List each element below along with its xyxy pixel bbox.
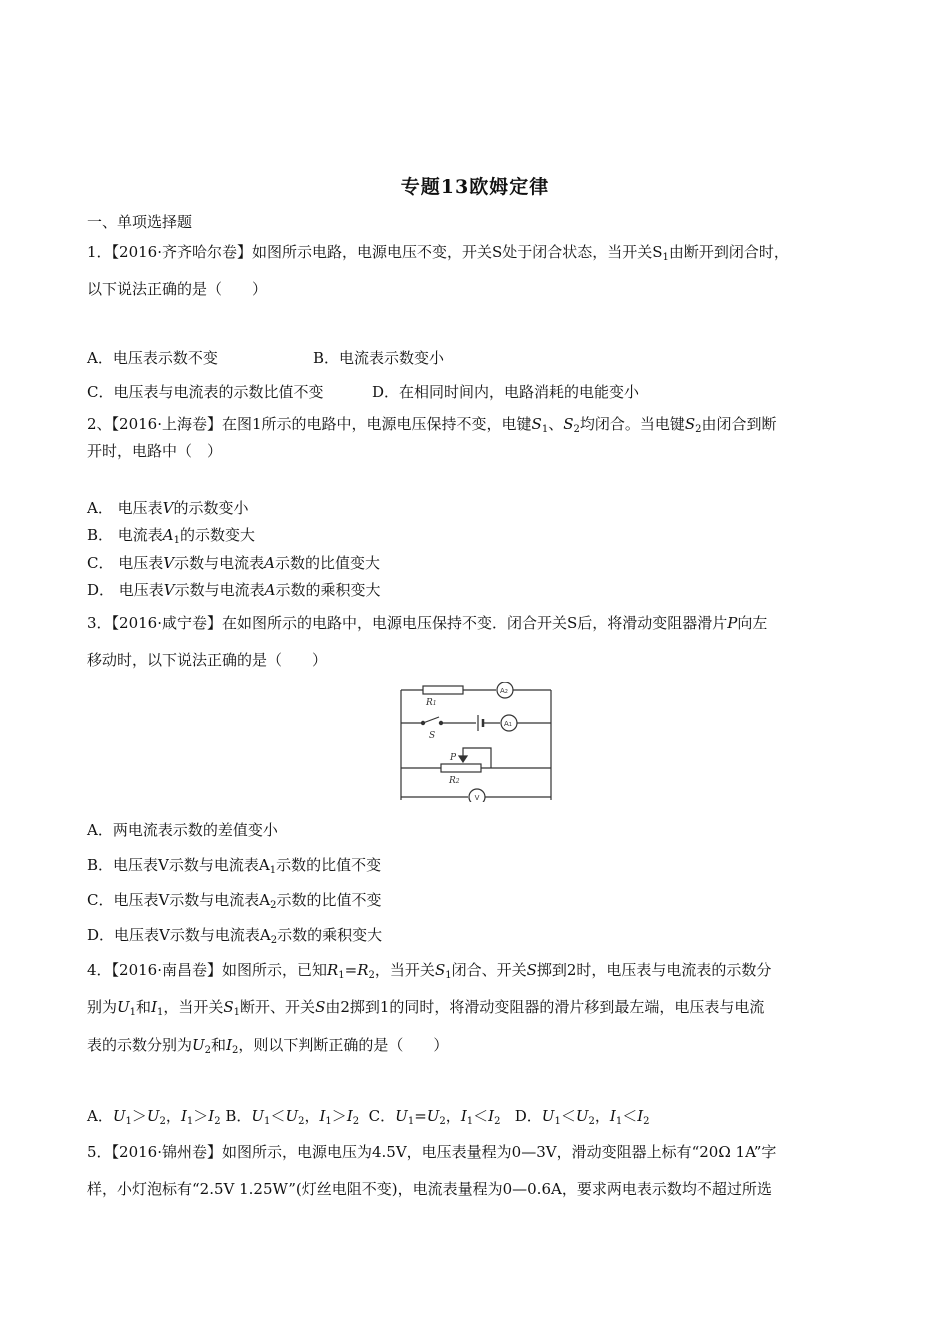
q4-option-d: D．$U_1<U_2$，$I_1<I_2$ [514, 1107, 650, 1127]
label-v: V [474, 794, 480, 802]
q2-stem-line2: 开时，电路中（ ） [87, 442, 223, 460]
q3-stem-line1: 3．【2016·咸宁卷】在如图所示的电路中，电源电压保持不变．闭合开关S后，将滑动变阻器滑片P向左 [87, 614, 768, 632]
page-title: 专题13欧姆定律 [400, 176, 550, 198]
label-p: P [450, 753, 457, 763]
q3-option-d: D．电压表V示数与电流表$A_2$示数的乘积变大 [87, 926, 383, 946]
q1-option-d: D．在相同时间内，电路消耗的电能变小 [372, 383, 640, 401]
label-s: S [429, 731, 436, 741]
q2-option-c: C． 电压表V示数与电流表A示数的比值变大 [87, 554, 380, 572]
q3-option-b: B．电压表V示数与电流表$A_1$示数的比值不变 [87, 856, 382, 876]
label-r2: R2 [449, 776, 460, 786]
q4-option-a: A．$U_1>U_2$，$I_1>I_2$ [87, 1107, 221, 1127]
q2-option-d: D． 电压表V示数与电流表A示数的乘积变大 [87, 581, 381, 599]
section-heading: 一、单项选择题 [87, 213, 193, 231]
q3-option-a: A．两电流表示数的差值变小 [87, 821, 278, 839]
label-a2: A2 [500, 687, 508, 695]
q2-stem-line1: 2、【2016·上海卷】在图1所示的电路中，电源电压保持不变，电键$S_1$、$S_2$均闭合。当电键$S_2$由闭合到断 [87, 415, 777, 435]
label-a1: A1 [504, 720, 512, 728]
q3-circuit-diagram [393, 682, 559, 802]
label-r1: R1 [426, 698, 437, 708]
q4-option-c: C．$U_1=U_2$，$I_1<I_2$ [368, 1107, 501, 1127]
q4-stem-line2: 别为$U_1$和$I_1$，当开关$S_1$断开、开关S由2掷到1的同时，将滑动变阻器的滑片移到最左端，电压表与电流 [87, 998, 765, 1018]
q3-stem-line2: 移动时，以下说法正确的是（ ） [87, 651, 328, 669]
switch-s-icon [423, 717, 439, 723]
q3-option-c: C．电压表V示数与电流表$A_2$示数的比值不变 [87, 891, 382, 911]
q1-option-a: A．电压表示数不变 [87, 349, 218, 367]
rheostat-r2 [441, 764, 481, 772]
slider-p-icon [459, 756, 467, 762]
q4-stem-line3: 表的示数分别为$U_2$和$I_2$，则以下判断正确的是（ ） [87, 1036, 449, 1056]
q4-option-b: B．$U_1<U_2$，$I_1>I_2$ [225, 1107, 360, 1127]
q1-option-b: B．电流表示数变小 [313, 349, 445, 367]
q2-option-a: A． 电压表V的示数变小 [87, 499, 249, 517]
resistor-r1 [423, 686, 463, 694]
slider-wire [463, 748, 491, 768]
q4-options [87, 1106, 650, 1126]
q5-stem-line2: 样，小灯泡标有“2.5V 1.25W”(灯丝电阻不变)，电流表量程为0—0.6A，要求两电表示数均不超过所选 [87, 1180, 772, 1198]
q1-stem-line1: 1．【2016·齐齐哈尔卷】如图所示电路，电源电压不变，开关S处于闭合状态，当开关$S_1$由断开到闭合时， [87, 243, 789, 263]
q5-stem-line1: 5．【2016·锦州卷】如图所示，电源电压为4.5V，电压表量程为0—3V，滑动变阻器上标有“20Ω 1A”字 [87, 1143, 777, 1161]
q4-stem-line1: 4．【2016·南昌卷】如图所示，已知$R_1=R_2$，当开关$S_1$闭合、开关S掷到2时，电压表与电流表的示数分 [87, 961, 772, 981]
q1-stem-line2: 以下说法正确的是（ ） [87, 280, 268, 298]
q1-option-c: C．电压表与电流表的示数比值不变 [87, 383, 324, 401]
q2-option-b: B． 电流表$A_1$的示数变大 [87, 526, 256, 546]
